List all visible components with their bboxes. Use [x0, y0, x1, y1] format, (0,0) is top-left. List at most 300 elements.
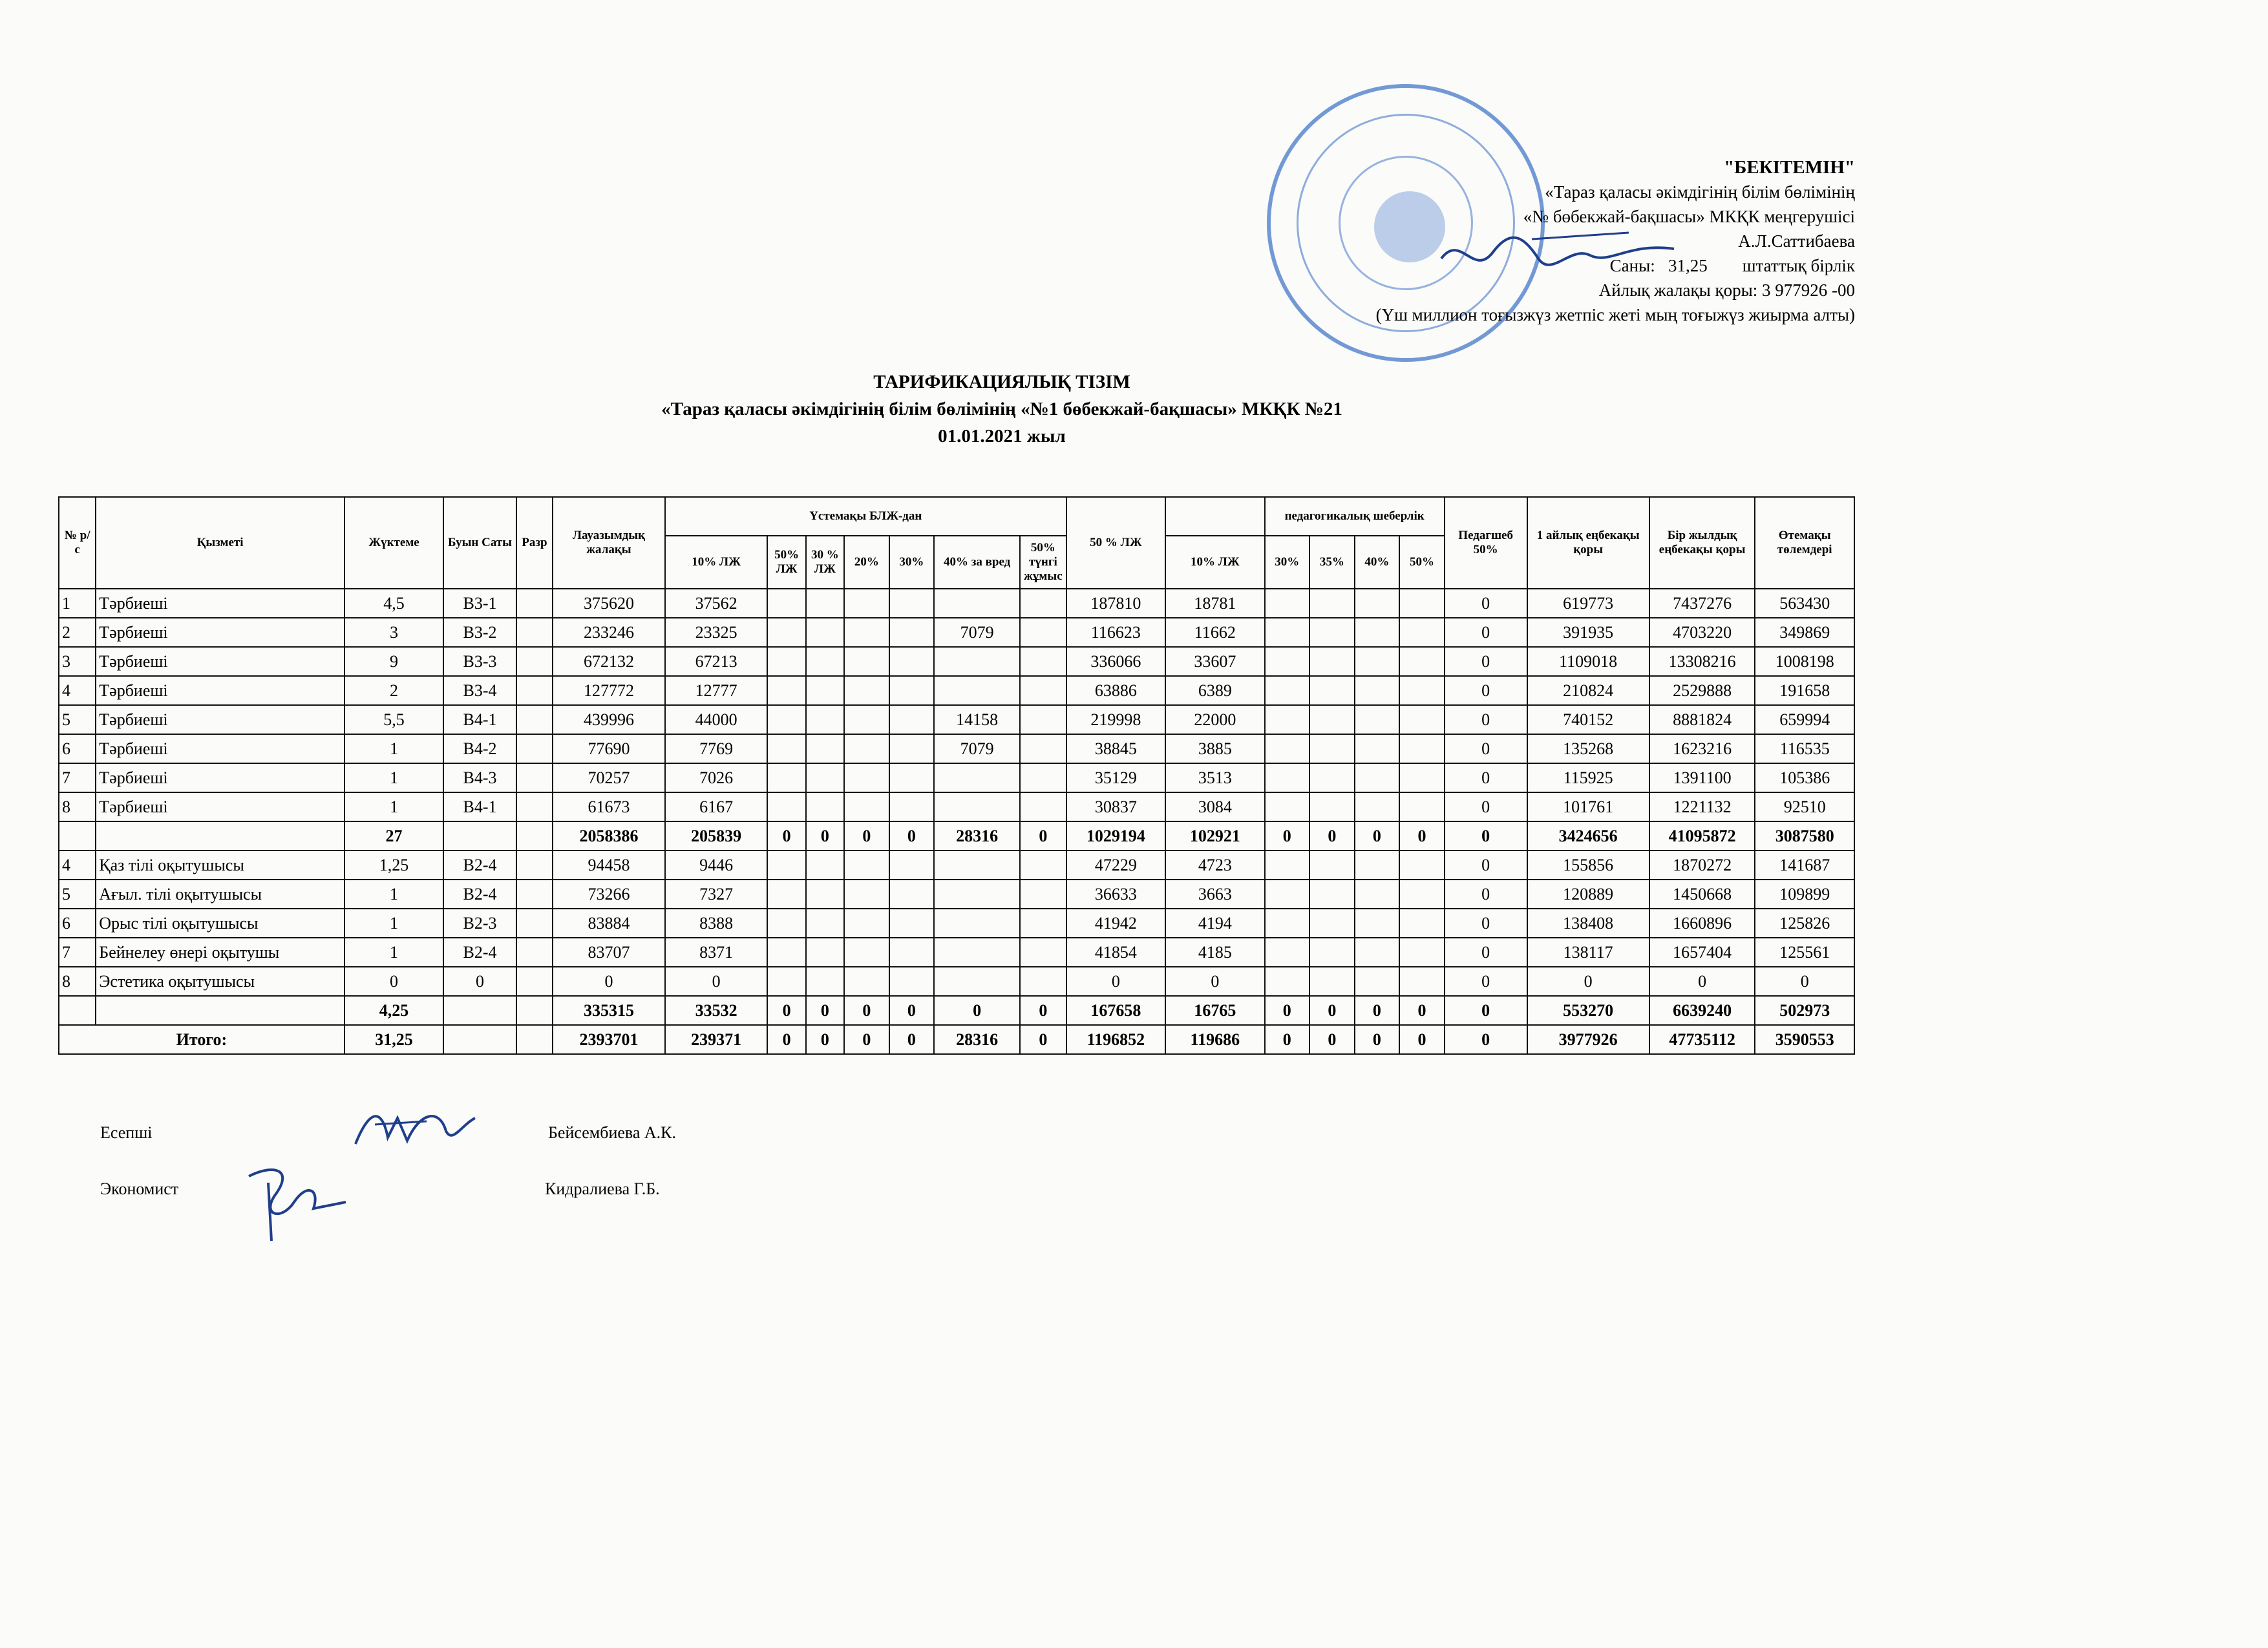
- table-cell: 12777: [665, 676, 768, 705]
- table-cell: [934, 647, 1020, 676]
- table-cell: 0: [1399, 821, 1445, 850]
- table-cell: 3590553: [1755, 1025, 1854, 1054]
- table-cell: [844, 705, 889, 734]
- table-cell: [1309, 618, 1355, 647]
- table-cell: 0: [665, 967, 768, 996]
- table-cell: [889, 909, 935, 938]
- accountant-name: Бейсембиева А.К.: [548, 1123, 677, 1142]
- table-cell: [806, 705, 844, 734]
- table-cell: 239371: [665, 1025, 768, 1054]
- table-cell: 0: [344, 967, 443, 996]
- table-cell: 7026: [665, 763, 768, 792]
- table-cell: 3663: [1165, 880, 1264, 909]
- table-cell: [844, 792, 889, 821]
- table-row: [59, 705, 1854, 734]
- table-cell: [443, 821, 516, 850]
- table-cell: 119686: [1165, 1025, 1264, 1054]
- table-cell: [806, 880, 844, 909]
- table-cell: 3977926: [1527, 1025, 1649, 1054]
- table-cell: 125561: [1755, 938, 1854, 967]
- table-cell: 3: [344, 618, 443, 647]
- table-cell: 0: [1445, 938, 1527, 967]
- table-cell: 619773: [1527, 589, 1649, 618]
- table-cell: 5: [59, 705, 96, 734]
- table-cell: Тәрбиеші: [96, 705, 344, 734]
- table-cell: [1265, 705, 1310, 734]
- table-row: [59, 676, 1854, 705]
- director-signature: [1435, 220, 1680, 291]
- table-cell: [806, 734, 844, 763]
- table-cell: 553270: [1527, 996, 1649, 1025]
- table-cell: 6167: [665, 792, 768, 821]
- table-cell: [1020, 618, 1066, 647]
- table-cell: 0: [844, 1025, 889, 1054]
- table-cell: [1265, 850, 1310, 880]
- table-cell: 16765: [1165, 996, 1264, 1025]
- accountant-role: Есепші: [100, 1123, 153, 1142]
- doc-subtitle: «Тараз қаласы әкімдігінің білім бөлімінің «№1 бөбекжай-бақшасы» МКҚК №21: [661, 399, 1342, 419]
- table-cell: [1355, 763, 1400, 792]
- table-cell: [844, 589, 889, 618]
- table-cell: [1020, 647, 1066, 676]
- table-cell: [889, 792, 935, 821]
- hdr-blank: [1165, 497, 1264, 536]
- economist-name: Кидралиева Г.Б.: [545, 1179, 660, 1198]
- table-cell: [1355, 967, 1400, 996]
- table-cell: [516, 967, 553, 996]
- table-cell: [889, 589, 935, 618]
- table-cell: 7437276: [1649, 589, 1755, 618]
- table-cell: 210824: [1527, 676, 1649, 705]
- table-cell: [1399, 938, 1445, 967]
- table-cell: 740152: [1527, 705, 1649, 734]
- table-cell: 13308216: [1649, 647, 1755, 676]
- table-cell: 28316: [934, 1025, 1020, 1054]
- table-cell: 115925: [1527, 763, 1649, 792]
- table-cell: 0: [1020, 996, 1066, 1025]
- table-cell: [1399, 850, 1445, 880]
- table-cell: [1309, 734, 1355, 763]
- table-cell: 7079: [934, 618, 1020, 647]
- table-cell: 1: [59, 589, 96, 618]
- table-cell: [1020, 938, 1066, 967]
- table-cell: В3-3: [443, 647, 516, 676]
- table-cell: 1450668: [1649, 880, 1755, 909]
- table-cell: [1399, 734, 1445, 763]
- table-cell: [934, 880, 1020, 909]
- table-cell: 7: [59, 763, 96, 792]
- table-cell: [1265, 938, 1310, 967]
- table-cell: 4723: [1165, 850, 1264, 880]
- hdr-razr: Разр: [516, 497, 553, 589]
- table-cell: 33607: [1165, 647, 1264, 676]
- table-cell: [1020, 589, 1066, 618]
- table-cell: [1020, 967, 1066, 996]
- table-cell: [767, 705, 805, 734]
- table-cell: 1,25: [344, 850, 443, 880]
- table-cell: 14158: [934, 705, 1020, 734]
- table-cell: 1657404: [1649, 938, 1755, 967]
- hdr-num: № р/с: [59, 497, 96, 589]
- table-cell: [806, 647, 844, 676]
- table-cell: [1355, 792, 1400, 821]
- table-cell: 2: [344, 676, 443, 705]
- table-cell: 105386: [1755, 763, 1854, 792]
- table-cell: 502973: [1755, 996, 1854, 1025]
- table-cell: [1399, 647, 1445, 676]
- table-cell: [96, 996, 344, 1025]
- table-cell: 0: [1527, 967, 1649, 996]
- table-cell: [806, 618, 844, 647]
- table-cell: 1: [344, 909, 443, 938]
- table-cell: 0: [1445, 618, 1527, 647]
- table-cell: [934, 763, 1020, 792]
- table-cell: [1265, 763, 1310, 792]
- accountant-signature: [349, 1099, 478, 1157]
- table-cell: Эстетика оқытушысы: [96, 967, 344, 996]
- table-cell: [1309, 967, 1355, 996]
- table-cell: 0: [1445, 909, 1527, 938]
- table-cell: 335315: [553, 996, 665, 1025]
- table-cell: 83707: [553, 938, 665, 967]
- approval-count: Саны: 31,25 штаттық бірлік: [1609, 256, 1855, 275]
- table-cell: 35129: [1066, 763, 1165, 792]
- table-cell: [889, 967, 935, 996]
- table-cell: [844, 850, 889, 880]
- table-cell: [1309, 909, 1355, 938]
- table-cell: [1020, 705, 1066, 734]
- table-cell: 0: [1445, 734, 1527, 763]
- table-cell: 11662: [1165, 618, 1264, 647]
- table-cell: 1008198: [1755, 647, 1854, 676]
- table-cell: 135268: [1527, 734, 1649, 763]
- table-cell: [1265, 734, 1310, 763]
- table-cell: [844, 880, 889, 909]
- table-cell: 1: [344, 792, 443, 821]
- table-cell: [889, 647, 935, 676]
- table-cell: 73266: [553, 880, 665, 909]
- table-cell: 0: [443, 967, 516, 996]
- table-cell: 44000: [665, 705, 768, 734]
- table-cell: 92510: [1755, 792, 1854, 821]
- table-cell: 36633: [1066, 880, 1165, 909]
- table-cell: 125826: [1755, 909, 1854, 938]
- subtotal-row: [59, 821, 1854, 850]
- table-cell: 155856: [1527, 850, 1649, 880]
- approval-line2: «№ бөбекжай-бақшасы» МКҚК меңгерушісі: [1523, 207, 1855, 226]
- table-cell: 7327: [665, 880, 768, 909]
- table-cell: [767, 909, 805, 938]
- table-cell: [1355, 850, 1400, 880]
- table-cell: 41854: [1066, 938, 1165, 967]
- table-cell: Тәрбиеші: [96, 676, 344, 705]
- hdr-allowance-group: Үстемақы БЛЖ-дан: [665, 497, 1066, 536]
- approval-line1: «Тараз қаласы әкімдігінің білім бөлімінің: [1545, 182, 1855, 202]
- table-cell: 30837: [1066, 792, 1165, 821]
- table-cell: Тәрбиеші: [96, 647, 344, 676]
- table-cell: 0: [1445, 589, 1527, 618]
- table-cell: [1309, 880, 1355, 909]
- table-cell: 0: [1649, 967, 1755, 996]
- table-cell: [934, 676, 1020, 705]
- table-cell: 375620: [553, 589, 665, 618]
- table-cell: 0: [1309, 1025, 1355, 1054]
- table-cell: 102921: [1165, 821, 1264, 850]
- table-row: [59, 647, 1854, 676]
- table-cell: 47735112: [1649, 1025, 1755, 1054]
- table-cell: 109899: [1755, 880, 1854, 909]
- table-cell: [1309, 676, 1355, 705]
- table-cell: [767, 792, 805, 821]
- table-cell: 0: [806, 996, 844, 1025]
- table-cell: 2529888: [1649, 676, 1755, 705]
- table-cell: [516, 589, 553, 618]
- table-cell: [1399, 676, 1445, 705]
- table-cell: [516, 1025, 553, 1054]
- table-cell: 31,25: [344, 1025, 443, 1054]
- table-cell: 1870272: [1649, 850, 1755, 880]
- table-cell: Тәрбиеші: [96, 792, 344, 821]
- table-cell: 2058386: [553, 821, 665, 850]
- table-cell: В2-4: [443, 880, 516, 909]
- table-cell: [1309, 763, 1355, 792]
- subtotal-row: [59, 996, 1854, 1025]
- table-cell: [1355, 880, 1400, 909]
- table-cell: [1020, 676, 1066, 705]
- table-cell: [806, 967, 844, 996]
- table-cell: [1355, 909, 1400, 938]
- hdr-sub: 30%: [889, 536, 935, 589]
- table-cell: 1029194: [1066, 821, 1165, 850]
- approval-fund: Айлық жалақы қоры: 3 977926 -00: [1598, 280, 1855, 300]
- total-label: Итого:: [59, 1025, 344, 1054]
- tariff-table: [58, 496, 1855, 1055]
- table-cell: 27: [344, 821, 443, 850]
- table-cell: [844, 763, 889, 792]
- table-cell: 0: [1355, 996, 1400, 1025]
- table-cell: [934, 967, 1020, 996]
- table-cell: 0: [1265, 821, 1310, 850]
- table-cell: [1355, 938, 1400, 967]
- table-cell: 4,25: [344, 996, 443, 1025]
- table-cell: [1020, 792, 1066, 821]
- hdr-sub: 35%: [1309, 536, 1355, 589]
- table-cell: 0: [1445, 880, 1527, 909]
- table-cell: [844, 909, 889, 938]
- table-row: [59, 967, 1854, 996]
- hdr-sub: 50%: [1399, 536, 1445, 589]
- table-cell: 0: [934, 996, 1020, 1025]
- table-cell: [1020, 850, 1066, 880]
- table-cell: 116623: [1066, 618, 1165, 647]
- table-cell: 1196852: [1066, 1025, 1165, 1054]
- table-cell: 4: [59, 676, 96, 705]
- table-cell: [1355, 618, 1400, 647]
- table-cell: [767, 647, 805, 676]
- table-cell: 101761: [1527, 792, 1649, 821]
- table-cell: 0: [1355, 821, 1400, 850]
- table-cell: [1355, 734, 1400, 763]
- table-cell: [934, 850, 1020, 880]
- table-row: [59, 909, 1854, 938]
- table-cell: 0: [767, 1025, 805, 1054]
- table-cell: [844, 647, 889, 676]
- table-cell: 3: [59, 647, 96, 676]
- table-cell: [1309, 647, 1355, 676]
- table-cell: [767, 589, 805, 618]
- table-cell: [889, 938, 935, 967]
- table-cell: [1399, 705, 1445, 734]
- hdr-sub: 20%: [844, 536, 889, 589]
- table-cell: [806, 909, 844, 938]
- table-cell: 2: [59, 618, 96, 647]
- table-cell: 0: [1309, 821, 1355, 850]
- table-cell: 7769: [665, 734, 768, 763]
- table-cell: 191658: [1755, 676, 1854, 705]
- table-cell: В4-2: [443, 734, 516, 763]
- table-cell: [1399, 792, 1445, 821]
- table-cell: 1109018: [1527, 647, 1649, 676]
- table-cell: 4185: [1165, 938, 1264, 967]
- table-cell: 138408: [1527, 909, 1649, 938]
- table-cell: 0: [889, 996, 935, 1025]
- table-cell: 0: [889, 1025, 935, 1054]
- table-cell: 0: [1020, 1025, 1066, 1054]
- table-cell: 94458: [553, 850, 665, 880]
- table-cell: [767, 850, 805, 880]
- table-cell: 0: [1755, 967, 1854, 996]
- total-row: [59, 1025, 1854, 1054]
- table-cell: 4703220: [1649, 618, 1755, 647]
- table-cell: [1355, 676, 1400, 705]
- table-cell: [516, 618, 553, 647]
- table-cell: 672132: [553, 647, 665, 676]
- table-cell: 4194: [1165, 909, 1264, 938]
- table-cell: 22000: [1165, 705, 1264, 734]
- table-cell: [767, 734, 805, 763]
- table-cell: 5,5: [344, 705, 443, 734]
- table-cell: [1399, 880, 1445, 909]
- doc-title: ТАРИФИКАЦИЯЛЫҚ ТІЗІМ: [873, 372, 1130, 392]
- table-cell: 9446: [665, 850, 768, 880]
- table-cell: 3885: [1165, 734, 1264, 763]
- economist-signature: [236, 1150, 352, 1247]
- doc-date: 01.01.2021 жыл: [938, 426, 1066, 447]
- table-cell: [1399, 589, 1445, 618]
- table-cell: 1221132: [1649, 792, 1755, 821]
- approval-head: "БЕКІТЕМІН": [1724, 157, 1855, 178]
- table-cell: 187810: [1066, 589, 1165, 618]
- table-cell: [889, 705, 935, 734]
- table-row: [59, 938, 1854, 967]
- table-cell: [844, 734, 889, 763]
- table-cell: [767, 618, 805, 647]
- table-cell: 563430: [1755, 589, 1854, 618]
- table-cell: 0: [806, 1025, 844, 1054]
- table-cell: 3424656: [1527, 821, 1649, 850]
- table-cell: 28316: [934, 821, 1020, 850]
- approval-words: (Үш миллион тоғызжүз жетпіс жеті мың тоғыжүз жиырма алты): [1375, 305, 1855, 324]
- table-cell: 0: [1445, 763, 1527, 792]
- table-cell: [934, 909, 1020, 938]
- table-cell: [767, 967, 805, 996]
- table-cell: 8371: [665, 938, 768, 967]
- table-cell: Тәрбиеші: [96, 734, 344, 763]
- table-cell: [516, 909, 553, 938]
- table-cell: [1020, 763, 1066, 792]
- table-cell: 439996: [553, 705, 665, 734]
- table-cell: В4-1: [443, 705, 516, 734]
- table-cell: 6: [59, 734, 96, 763]
- table-cell: В3-4: [443, 676, 516, 705]
- hdr-sub: 10% ЛЖ: [1165, 536, 1264, 589]
- table-cell: [767, 763, 805, 792]
- table-cell: [806, 850, 844, 880]
- hdr-fifty-lzh: 50 % ЛЖ: [1066, 497, 1165, 589]
- table-cell: [889, 734, 935, 763]
- table-cell: Қаз тілі оқытушысы: [96, 850, 344, 880]
- table-cell: [1020, 734, 1066, 763]
- table-row: [59, 792, 1854, 821]
- table-cell: 127772: [553, 676, 665, 705]
- table-cell: 116535: [1755, 734, 1854, 763]
- table-cell: [516, 996, 553, 1025]
- table-cell: [1265, 676, 1310, 705]
- table-cell: [516, 647, 553, 676]
- table-cell: [1309, 589, 1355, 618]
- table-cell: 3087580: [1755, 821, 1854, 850]
- table-cell: 63886: [1066, 676, 1165, 705]
- table-cell: [516, 734, 553, 763]
- table-cell: 0: [1445, 705, 1527, 734]
- table-cell: [934, 938, 1020, 967]
- table-cell: [1020, 880, 1066, 909]
- table-cell: 3513: [1165, 763, 1264, 792]
- hdr-sub: 40% за вред: [934, 536, 1020, 589]
- table-cell: 0: [1066, 967, 1165, 996]
- table-cell: Тәрбиеші: [96, 618, 344, 647]
- table-cell: 7: [59, 938, 96, 967]
- table-cell: 0: [1445, 821, 1527, 850]
- table-cell: 0: [1265, 996, 1310, 1025]
- table-cell: 5: [59, 880, 96, 909]
- table-cell: 6389: [1165, 676, 1264, 705]
- table-cell: [1399, 909, 1445, 938]
- table-cell: [1020, 909, 1066, 938]
- table-cell: 0: [767, 996, 805, 1025]
- table-cell: [443, 996, 516, 1025]
- table-cell: [889, 676, 935, 705]
- table-cell: 8: [59, 792, 96, 821]
- table-cell: В2-3: [443, 909, 516, 938]
- table-cell: 0: [767, 821, 805, 850]
- table-cell: 1660896: [1649, 909, 1755, 938]
- hdr-sub: 40%: [1355, 536, 1400, 589]
- hdr-sub: 10% ЛЖ: [665, 536, 768, 589]
- hdr-ped50: Педагшеб 50%: [1445, 497, 1527, 589]
- table-row: [59, 850, 1854, 880]
- table-cell: 0: [1445, 647, 1527, 676]
- table-cell: 659994: [1755, 705, 1854, 734]
- table-cell: 233246: [553, 618, 665, 647]
- table-cell: [516, 705, 553, 734]
- table-cell: [1355, 589, 1400, 618]
- table-cell: 1: [344, 763, 443, 792]
- table-row: [59, 880, 1854, 909]
- table-cell: [1309, 792, 1355, 821]
- table-cell: [516, 676, 553, 705]
- table-cell: 0: [1399, 1025, 1445, 1054]
